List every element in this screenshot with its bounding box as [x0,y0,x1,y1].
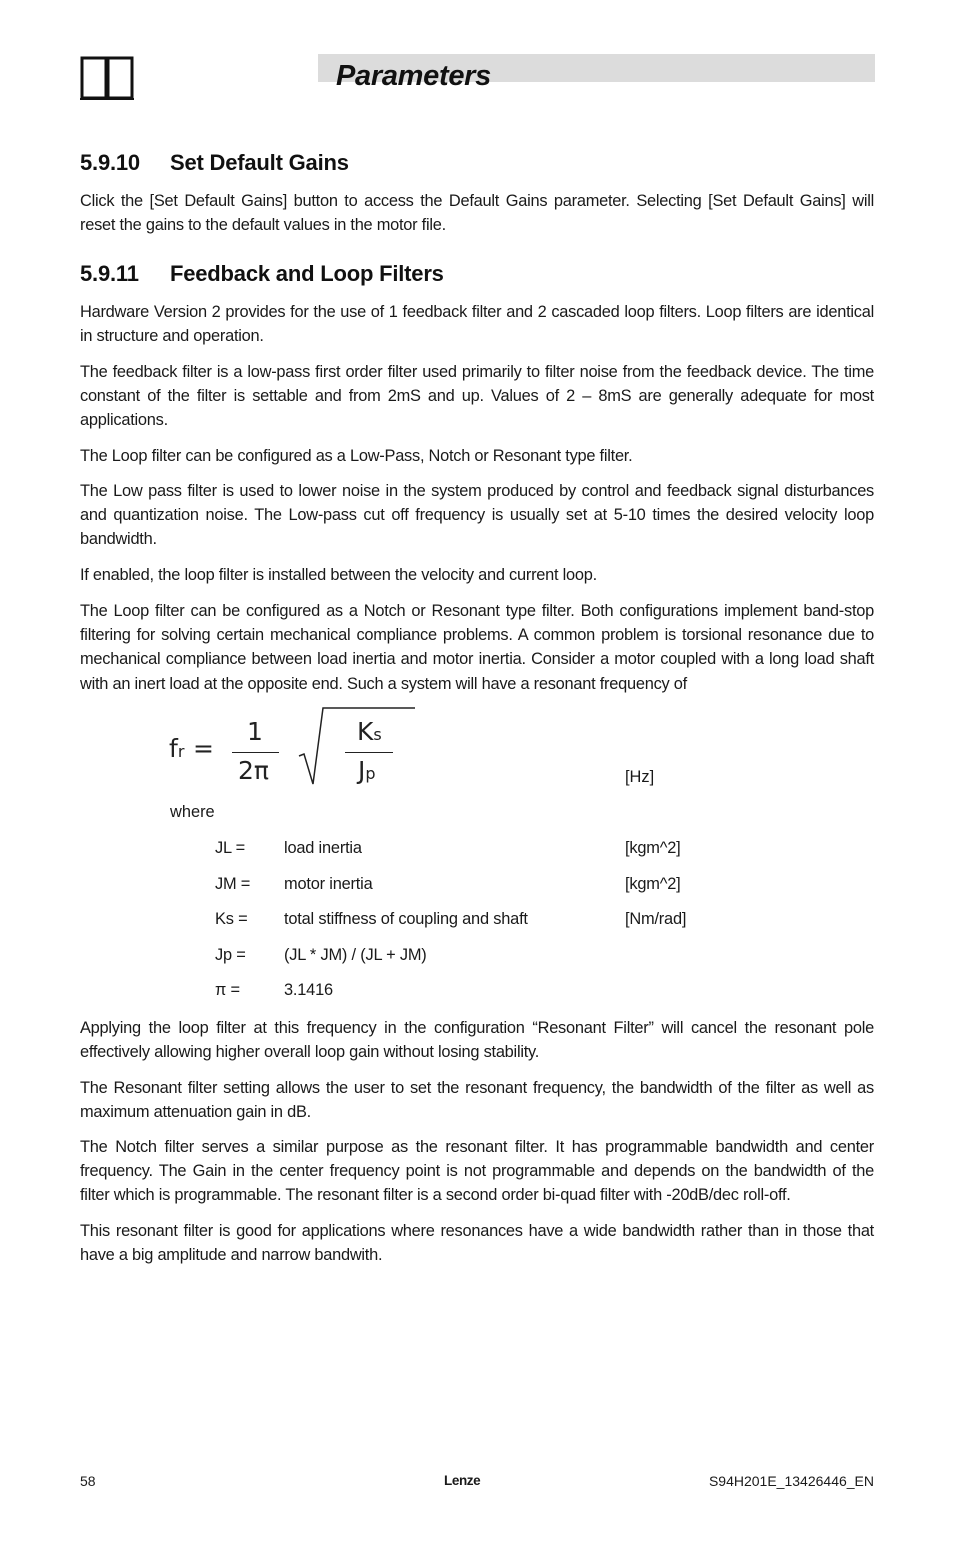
page-title: Parameters [336,60,491,92]
section-number: 5.9.10 [80,150,140,175]
manual-book-icon [80,55,134,101]
paragraph: The Loop filter can be configured as a Low-Pass, Notch or Resonant type filter. [80,447,633,465]
paragraph: The feedback filter is a low-pass first order filter used primarily to filter noise from the feedback device. The time constant of the filter is settable and from 2mS and up. Values of 2 – 8mS are generally adequate for most applications. [80,363,874,430]
section-heading-feedback-loop-filters [80,261,444,287]
formula-numerator: 1 [247,717,263,746]
paragraph: Click the [Set Default Gains] button to access the Default Gains parameter. Selecting [Set Default Gains] will reset the gains to the default values in the motor file. [80,192,874,235]
where-label: where [170,803,215,821]
paragraph: The Notch filter serves a similar purpose as the resonant filter. It has programmable bandwidth and center frequency. The Gain in the center frequency point is not programmable and depends on the bandwidth of the filter which is programmable. The resonant filter is a second order bi-quad filter with -20dB/dec roll-off. [80,1138,874,1205]
fraction-bar [232,752,279,753]
paragraph: The Resonant filter setting allows the user to set the resonant frequency, the bandwidth of the filter as well as maximum attenuation gain in dB. [80,1079,874,1122]
section-title: Set Default Gains [170,150,349,175]
definition-description: (JL * JM) / (JL + JM) [284,946,427,964]
definition-symbol: JM = [215,875,251,893]
paragraph: The Loop filter can be configured as a Notch or Resonant type filter. Both configurations implement band-stop filtering for solving certain mechanical compliance problems. A common problem is torsional resonance due to mechanical compliance between load inertia and motor inertia. Consider a motor coupled with a long load shaft with an inert load at the opposite end. Such a system will have a resonant frequency of [80,602,874,693]
section-number: 5.9.11 [80,261,139,286]
paragraph: The Low pass filter is used to lower noise in the system produced by control and feedback signal disturbances and quantization noise. The Low-pass cut off frequency is usually set at 5-10 times the desired velocity loop bandwidth. [80,482,874,549]
root-fraction-bar [345,752,393,753]
definition-row [0,946,954,970]
page-number: 58 [80,1473,96,1489]
section-heading-set-default-gains [80,150,349,176]
brand-logo: Lenze [444,1473,481,1488]
formula-denominator: 2π [238,756,269,785]
definition-symbol: Ks = [215,910,248,928]
document-id: S94H201E_13426446_EN [708,1473,874,1489]
section-title: Feedback and Loop Filters [170,261,444,286]
definition-symbol: Jp = [215,946,246,964]
definition-row [0,981,954,1005]
formula-root-denominator: Jp [358,756,376,785]
formula-equals: = [193,734,214,763]
definition-unit: [kgm^2] [625,875,681,893]
definition-description: total stiffness of coupling and shaft [284,910,528,928]
definition-unit: [kgm^2] [625,839,681,857]
paragraph: Applying the loop filter at this frequency in the configuration “Resonant Filter” will cancel the resonant pole effectively allowing higher overall loop gain without losing stability. [80,1019,874,1062]
definition-row [0,839,954,863]
definition-symbol: JL = [215,839,246,857]
definition-description: load inertia [284,839,362,857]
definition-symbol: π = [215,981,240,999]
formula-root-numerator: Ks [357,717,382,746]
paragraph: This resonant filter is good for applications where resonances have a wide bandwidth rather than in those that have a big amplitude and narrow bandwith. [80,1222,874,1265]
definition-description: 3.1416 [284,981,333,999]
definition-row [0,910,954,934]
formula-lhs: fr [169,734,185,763]
paragraph: Hardware Version 2 provides for the use of 1 feedback filter and 2 cascaded loop filters. Loop filters are identical in structure and operation. [80,303,874,346]
paragraph: If enabled, the loop filter is installed between the velocity and current loop. [80,566,597,584]
definition-description: motor inertia [284,875,373,893]
formula-unit: [Hz] [625,768,655,786]
definition-row [0,875,954,899]
definition-unit: [Nm/rad] [625,910,687,928]
